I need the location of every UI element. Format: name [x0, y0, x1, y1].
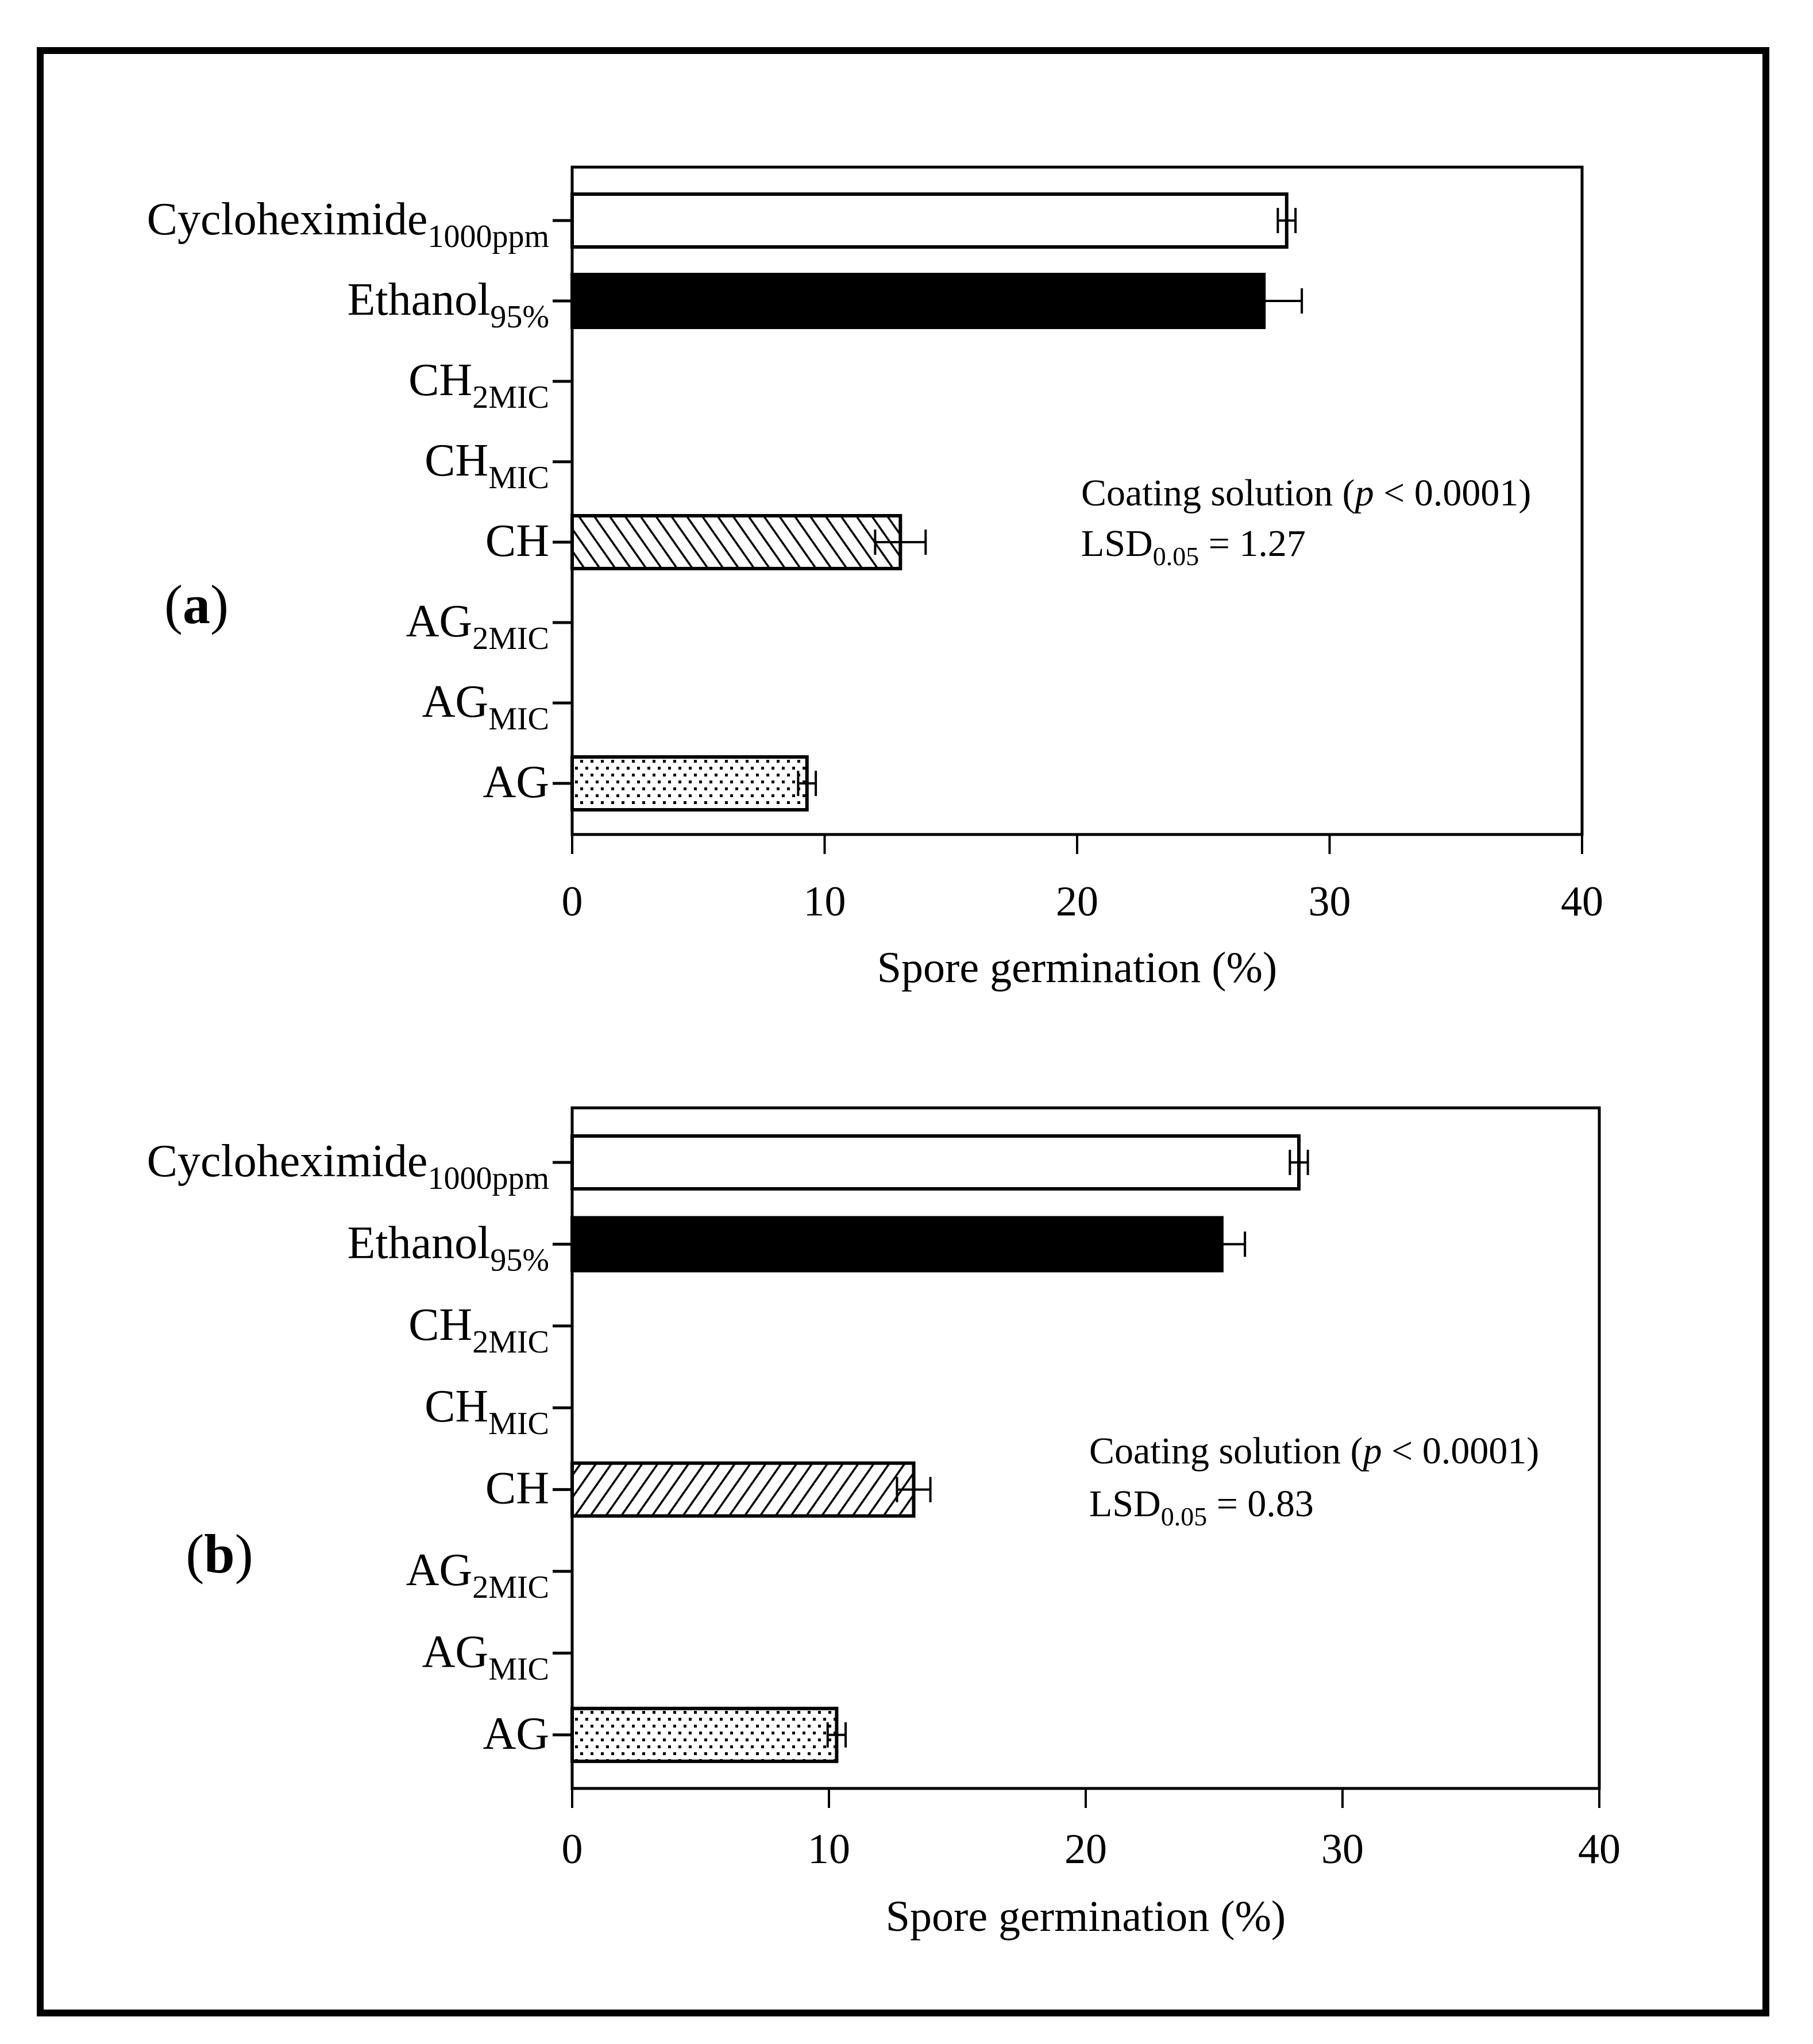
- bar-ch: [572, 1463, 931, 1516]
- category-label: $CH_{2MIC}$: [408, 355, 549, 415]
- category-label: $AG_{MIC}$: [422, 677, 549, 737]
- x-tick-label: 20: [1056, 878, 1098, 925]
- category-label: $CH_{MIC}$: [425, 435, 549, 496]
- annotation-significance: Coating solution (p < 0.0001): [1081, 472, 1532, 514]
- x-axis-title: Spore germination (%): [885, 1892, 1286, 1941]
- x-tick-label: 30: [1321, 1826, 1364, 1873]
- panel-label: (a): [164, 574, 229, 635]
- category-label: CH: [485, 1463, 549, 1514]
- category-label: $CH_{MIC}$: [425, 1381, 549, 1442]
- category-label: Ethanol$_{95\%}$: [347, 275, 549, 335]
- panel-label: (b): [186, 1523, 253, 1585]
- x-tick-label: 40: [1578, 1826, 1621, 1873]
- bar-ethanol-95-: [572, 1218, 1245, 1270]
- category-label: $AG_{2MIC}$: [406, 1545, 549, 1605]
- bar-ethanol-95-: [572, 275, 1302, 327]
- category-label: Cycloheximide$_{1000ppm}$: [146, 194, 549, 254]
- category-label: AG: [483, 1708, 549, 1759]
- x-tick-label: 30: [1308, 878, 1351, 925]
- bar-cycloheximide-1000ppm: [572, 1136, 1308, 1189]
- annotation-lsd: $LSD_{0.05} = 1.27$: [1081, 523, 1306, 571]
- x-tick-label: 10: [803, 878, 846, 925]
- category-label: Ethanol$_{95\%}$: [347, 1218, 549, 1278]
- bar-ag: [572, 1709, 846, 1761]
- category-label: $CH_{2MIC}$: [408, 1299, 549, 1360]
- category-label: $AG_{2MIC}$: [406, 596, 549, 656]
- category-label: AG: [483, 757, 549, 807]
- x-tick-label: 0: [561, 1826, 583, 1873]
- x-tick-label: 10: [808, 1826, 850, 1873]
- category-label: $AG_{MIC}$: [422, 1626, 549, 1687]
- panel-b: [147, 1108, 1621, 1941]
- category-label: Cycloheximide$_{1000ppm}$: [146, 1136, 549, 1196]
- bar-cycloheximide-1000ppm: [572, 194, 1295, 247]
- annotation-lsd: $LSD_{0.05} = 0.83$: [1089, 1483, 1314, 1531]
- bar-ch: [572, 516, 925, 569]
- x-tick-label: 0: [561, 878, 583, 925]
- x-tick-label: 40: [1561, 878, 1603, 925]
- bar-ag: [572, 757, 816, 810]
- x-tick-label: 20: [1064, 1826, 1107, 1873]
- panel-a: [147, 167, 1603, 992]
- x-axis-title: Spore germination (%): [877, 944, 1278, 992]
- annotation-significance: Coating solution (p < 0.0001): [1089, 1430, 1540, 1472]
- category-label: CH: [485, 516, 549, 566]
